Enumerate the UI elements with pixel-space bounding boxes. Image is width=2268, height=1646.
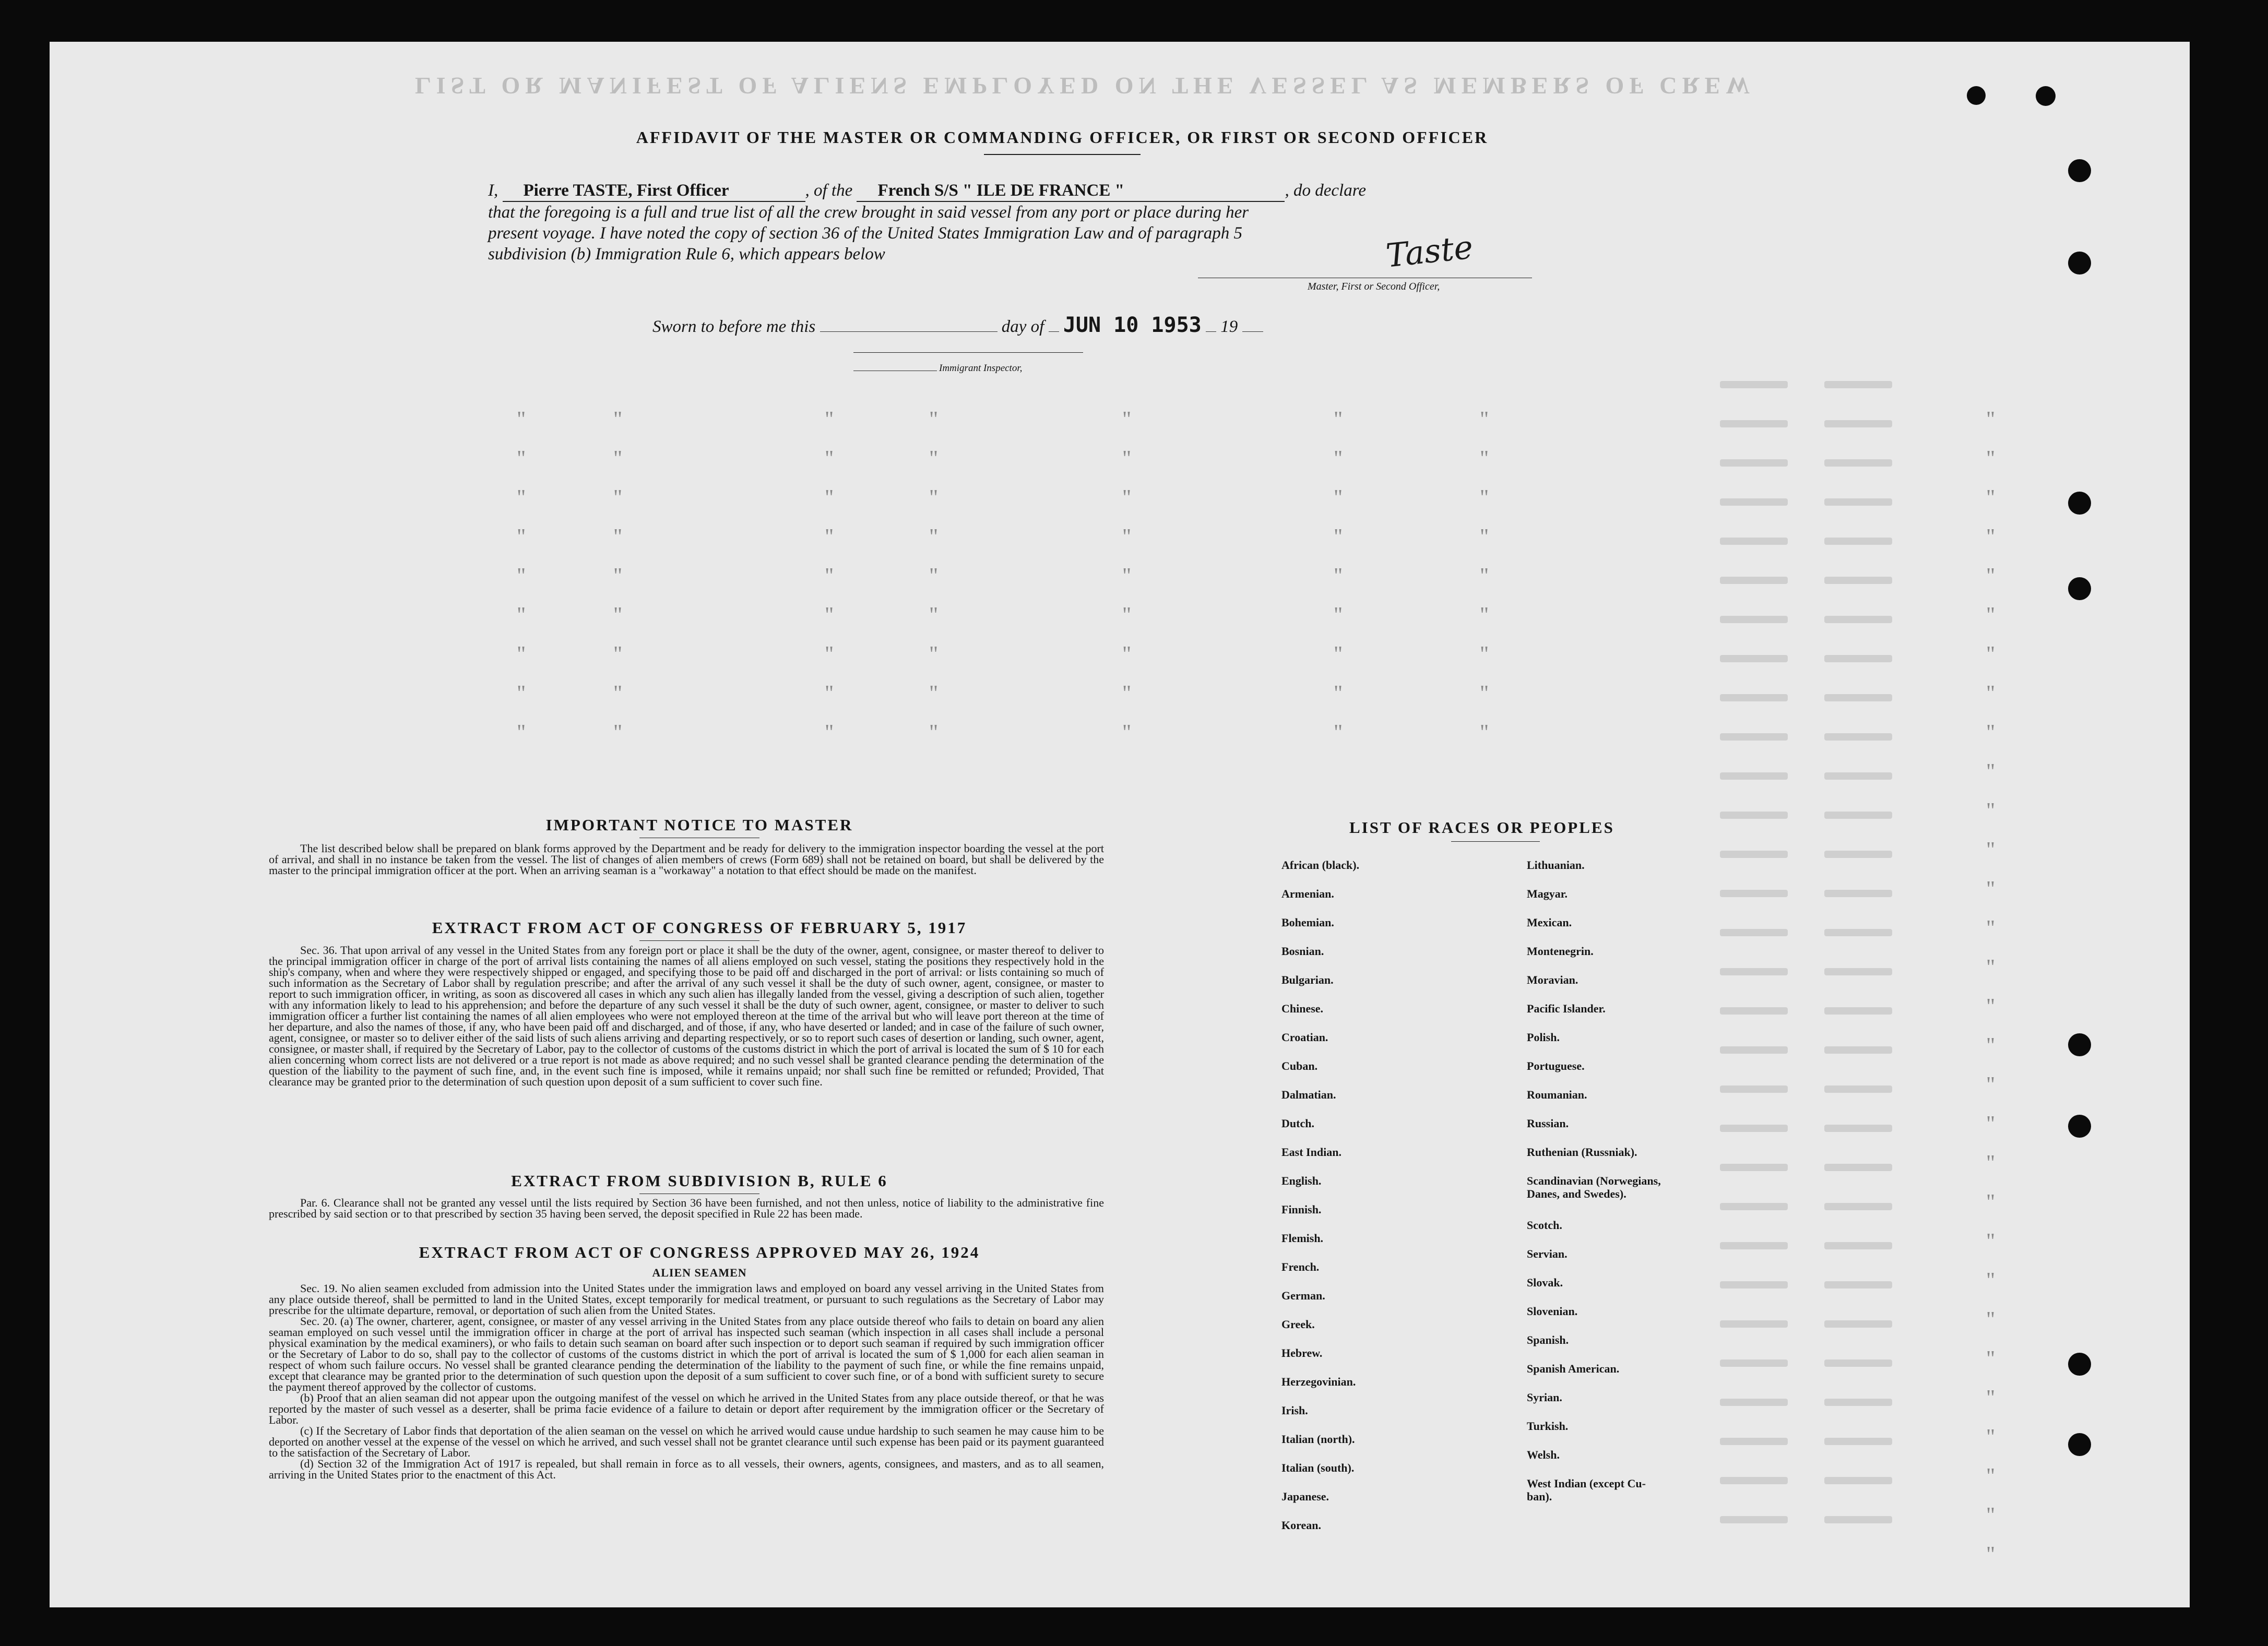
ditto-mark: " (929, 721, 939, 745)
sworn-prefix: Sworn to before me this (652, 317, 816, 336)
race-item: Syrian. (1527, 1391, 1562, 1404)
ditto-mark: " (1480, 564, 1489, 588)
race-item: Bulgarian. (1281, 973, 1334, 986)
ditto-mark: " (1122, 408, 1132, 432)
ditto-mark: " (613, 447, 623, 471)
notice-text: The list described below shall be prepared on blank forms approved by the Department and be ready for delivery to the immigration inspector boarding the vessel at the port of arrival, and shall in no instance be taken from the vessel. The list of changes of alien members of crews (Form 689) shall not be retained on board, but shall be delivered by the master to the principal immigration officer at the port. When an arriving seaman is a "workaway" a notation to that effect should be made on the manifest. (269, 842, 1104, 877)
race-item: African (black). (1281, 858, 1360, 872)
race-item: Scandinavian (Norwegians, (1527, 1174, 1661, 1187)
ditto-mark: " (1334, 603, 1343, 627)
declaration-do-declare: , do declare (1285, 181, 1366, 200)
ditto-mark: " (1986, 447, 1996, 471)
sworn-sub-rule (853, 352, 1083, 353)
race-item: Flemish. (1281, 1232, 1324, 1245)
ditto-mark: " (613, 564, 623, 588)
ditto-mark: " (517, 447, 526, 471)
rule-6-text: Par. 6. Clearance shall not be granted any vessel until the lists required by Section 36 have been furnished, and not then unless, notice of liability to the administrative fine prescribed by said section or to that prescribed by section 35 having been served, the deposit specified in Rule 22 has been made. (269, 1196, 1104, 1220)
signature-label: Master, First or Second Officer, (1308, 281, 1440, 292)
ditto-mark: " (613, 486, 623, 510)
ditto-mark: " (1334, 642, 1343, 666)
ditto-mark: " (1986, 408, 1996, 432)
ditto-mark: " (1986, 1308, 1996, 1332)
ditto-mark: " (1986, 486, 1996, 510)
binder-hole (2036, 86, 2056, 106)
race-item: Korean. (1281, 1519, 1321, 1532)
declaration-prefix: I, (488, 181, 498, 200)
ditto-mark: " (929, 447, 939, 471)
manifest-page (50, 42, 2190, 1607)
race-item: Herzegovinian. (1281, 1375, 1356, 1388)
binder-hole (2068, 252, 2091, 275)
sworn-day-of: day of (1001, 317, 1044, 336)
ditto-mark: " (517, 408, 526, 432)
act-1924-sec-20a: Sec. 20. (a) The owner, charterer, agent, consignee, or master of any vessel arriving in the United States from any place outside thereof who fails to detain on board any alien seaman employed on such vessel until the immigration officer in charge at the port of arrival has inspected such seaman (which inspection in all cases shall include a personal physical examination by the medical examiners), or who fails to detain such seaman on board after such inspection or to deport such seaman if required by such immigration officer or the Secretary of Labor to do so, shall pay to the collector of customs of the customs district in which the port of arrival is located the sum of $ 1,000 for each alien seaman in respect of whom such failure occurs. No vessel shall be granted clearance pending the determination of the liability to the payment of such fine, or while the fine remains unpaid, except that clearance may be granted prior to the determination of such question upon the deposit of a sum sufficient to cover such fine, or of a bond with sufficient surety to secure the payment thereof approved by the collector of customs. (269, 1315, 1104, 1393)
date-stamp: JUN 10 1953 (1063, 313, 1202, 337)
race-item: Slovenian. (1527, 1305, 1578, 1318)
ditto-mark: " (613, 682, 623, 706)
binder-hole (2068, 577, 2091, 600)
ditto-mark: " (825, 564, 834, 588)
ditto-mark: " (1122, 603, 1132, 627)
ditto-mark: " (1334, 525, 1343, 549)
race-item: Slovak. (1527, 1276, 1563, 1289)
bleed-through-heading: LIST OR MANIFEST OF ALIENS EMPLOYED ON THE VESSEL AS MEMBERS OF CREW (415, 73, 1755, 99)
affidavit-title: AFFIDAVIT OF THE MASTER OR COMMANDING OFFICER, OR FIRST OR SECOND OFFICER (636, 128, 1489, 147)
ditto-mark: " (825, 642, 834, 666)
ditto-mark: " (1122, 447, 1132, 471)
race-item: Magyar. (1527, 887, 1568, 900)
ditto-mark: " (1986, 956, 1996, 980)
vessel-name-field: French S/S " ILE DE FRANCE " (857, 180, 1285, 202)
race-item: Spanish American. (1527, 1362, 1620, 1375)
race-item: Armenian. (1281, 887, 1334, 900)
act-1924-sec-20b: (b) Proof that an alien seaman did not appear upon the outgoing manifest of the vessel on which he arrived in the United States from any place outside thereof, or that he was reported by the master of such vessel as a deserter, shall be prima facie evidence of a failure to detain or deport after requirement by the immigration officer or the Secretary of Labor. (269, 1391, 1104, 1426)
ditto-mark: " (517, 642, 526, 666)
ditto-mark: " (1986, 916, 1996, 940)
ditto-mark: " (825, 408, 834, 432)
ditto-mark: " (613, 525, 623, 549)
ditto-mark: " (1334, 564, 1343, 588)
ditto-mark: " (1122, 642, 1132, 666)
ditto-mark: " (825, 603, 834, 627)
race-item: West Indian (except Cu- (1527, 1477, 1646, 1490)
ditto-mark: " (1986, 1190, 1996, 1214)
ditto-mark: " (1986, 682, 1996, 706)
act-1924-sec-20c: (c) If the Secretary of Labor finds that deportation of the alien seaman on the vessel on which he arrived would cause undue hardship to such seamen he may cause him to be deported on another vessel at the expense of the vessel on which he arrived, and such vessel shall not be grantet clearance until such expense has been paid or its payment guaranteed to the satisfaction of the Secretary of Labor. (269, 1424, 1104, 1459)
ditto-mark: " (1480, 486, 1489, 510)
ditto-mark: " (1480, 721, 1489, 745)
ditto-mark: " (825, 721, 834, 745)
race-item: Ruthenian (Russniak). (1527, 1146, 1637, 1159)
ditto-mark: " (1986, 1386, 1996, 1410)
race-item: Pacific Islander. (1527, 1002, 1606, 1015)
act-1917-text: Sec. 36. That upon arrival of any vessel in the United States from any foreign port or place it shall be the duty of the owner, agent, consignee, or master thereof to deliver to the principal immigration officer in charge of the port of arrival lists containing the names of all aliens employed on such vessel, stating the positions they respectively hold in the ship's company, when and where they were respectively shipped or engaged, and specifying those to be paid off and discharged in the port of arrival: or lists containing so much of such information as the Secretary of Labor shall by regulation prescribe; and after the arrival of any such vessel it shall be the duty of such owner, agent, consignee, or master to report to such immigration officer, in writing, as soon as discovered all cases in which any such alien has illegally landed from the vessel, giving a description of such alien, together with any information likely to lead to his apprehension; and before the departure of any such vessel it shall be the duty of such owner, agent, consignee, or master to deliver to such immigration officer a further list containing the names of all alien employees who were not employed thereon at the time of the arrival but who will leave port thereon at the time of her departure, and also the names of those, if any, who have been paid off and discharged, and of those, if any, who have deserted or landed; and in case of the failure of such owner, agent, consignee, or master so to deliver either of the said lists of such aliens arriving and departing respectively, or so to report such cases of desertion or landing, such owner, agent, consignee, or master shall, if required by the Secretary of Labor, pay to the collector of customs of the customs district in which the port of arrival is located the sum of $ 10 for each alien concerning whom correct lists are not delivered or a true report is not made as above required; and no such vessel shall be granted clearance pending the determination of the question of the liability to the payment of such fine, and, in the event such fine is imposed, while it remains unpaid; nor shall such fine be remitted or refunded; Provided, That clearance may be granted prior to the determination of such question upon deposit of a sum sufficient to cover such fine. (269, 944, 1104, 1088)
races-title: LIST OF RACES OR PEOPLES (1349, 818, 1614, 837)
binder-hole (2068, 1353, 2091, 1376)
act-1917-title-rule (639, 940, 759, 941)
race-item: Montenegrin. (1527, 945, 1594, 958)
declaration-line-2: that the foregoing is a full and true list of all the crew brought in said vessel from any port or place during her (488, 203, 1249, 222)
officer-name-field: Pierre TASTE, First Officer (503, 180, 805, 202)
ditto-mark: " (1122, 525, 1132, 549)
race-item: Polish. (1527, 1031, 1560, 1044)
race-item: Italian (north). (1281, 1433, 1355, 1446)
ditto-mark: " (1986, 642, 1996, 666)
race-item: Welsh. (1527, 1448, 1560, 1461)
race-item: Irish. (1281, 1404, 1308, 1417)
ditto-mark: " (1334, 447, 1343, 471)
act-1924-sec-19: Sec. 19. No alien seamen excluded from admission into the United States under the immigration laws and employed on board any vessel arriving in the United States from any place outside thereof, shall be permitted to land in the United States, except temporarily for medical treatment, or pursuant to such regulations as the Secretary of Labor may prescribe for the ultimate departure, removal, or deportation of such alien from the United States. (269, 1282, 1104, 1317)
binder-hole (2068, 492, 2091, 515)
ditto-mark: " (1986, 877, 1996, 901)
ditto-mark: " (929, 486, 939, 510)
ditto-mark: " (1334, 721, 1343, 745)
ditto-mark: " (1986, 1034, 1996, 1058)
ditto-mark: " (1334, 682, 1343, 706)
ditto-mark: " (929, 642, 939, 666)
race-item: Scotch. (1527, 1219, 1562, 1232)
act-1917-title: EXTRACT FROM ACT OF CONGRESS OF FEBRUARY 5, 1917 (432, 919, 967, 937)
ditto-mark: " (1480, 525, 1489, 549)
ditto-mark: " (1986, 1112, 1996, 1136)
ditto-mark: " (1986, 1425, 1996, 1449)
ditto-mark: " (517, 525, 526, 549)
race-item: French. (1281, 1260, 1320, 1273)
ditto-mark: " (517, 564, 526, 588)
ditto-mark: " (1122, 682, 1132, 706)
binder-hole (2068, 1033, 2091, 1056)
declaration-line-3: present voyage. I have noted the copy of section 36 of the United States Immigration Law and of paragraph 5 (488, 224, 1243, 243)
ditto-mark: " (1986, 799, 1996, 823)
ditto-mark: " (1986, 1504, 1996, 1528)
ditto-mark: " (1122, 564, 1132, 588)
ditto-mark: " (1986, 1543, 1996, 1567)
binder-hole (2068, 1115, 2091, 1138)
ditto-mark: " (1986, 838, 1996, 862)
binder-hole (2068, 1433, 2091, 1456)
ditto-mark: " (613, 408, 623, 432)
ditto-mark: " (1986, 760, 1996, 784)
race-item: Cuban. (1281, 1059, 1318, 1072)
ditto-mark: " (825, 486, 834, 510)
race-item: English. (1281, 1174, 1322, 1187)
race-item: Moravian. (1527, 973, 1578, 986)
ditto-mark: " (1480, 408, 1489, 432)
ditto-mark: " (1986, 1230, 1996, 1254)
officer-signature: Taste (1384, 228, 1475, 275)
sworn-year: 19 (1220, 317, 1238, 336)
ditto-mark: " (1480, 642, 1489, 666)
declaration-line-4: subdivision (b) Immigration Rule 6, which appears below (488, 245, 885, 264)
ditto-mark: " (1986, 1464, 1996, 1488)
ditto-mark: " (1122, 721, 1132, 745)
race-item: Bosnian. (1281, 945, 1324, 958)
ditto-mark: " (1480, 682, 1489, 706)
act-1924-title: EXTRACT FROM ACT OF CONGRESS APPROVED MAY 26, 1924 (419, 1243, 980, 1261)
ditto-mark: " (517, 721, 526, 745)
notice-title: IMPORTANT NOTICE TO MASTER (545, 816, 853, 834)
sworn-line (652, 313, 1263, 337)
race-item: Bohemian. (1281, 916, 1334, 929)
act-1924-sec-20d: (d) Section 32 of the Immigration Act of 1917 is repealed, but shall remain in force as to all vessels, their owners, agents, consignees, and masters, and as to all seamen, arriving in the United States prior to the enactment of this Act. (269, 1457, 1104, 1481)
ditto-mark: " (1480, 603, 1489, 627)
races-title-rule (1451, 841, 1540, 842)
binder-hole (1967, 86, 1986, 105)
ditto-mark: " (825, 525, 834, 549)
ditto-mark: " (1986, 1347, 1996, 1371)
race-item: East Indian. (1281, 1146, 1341, 1159)
ditto-mark: " (613, 603, 623, 627)
ditto-mark: " (825, 682, 834, 706)
race-item: Spanish. (1527, 1333, 1569, 1346)
ditto-mark: " (1986, 995, 1996, 1019)
ditto-mark: " (517, 486, 526, 510)
ditto-mark: " (613, 721, 623, 745)
race-item: Danes, and Swedes). (1527, 1187, 1626, 1200)
race-item: Portuguese. (1527, 1059, 1585, 1072)
ditto-mark: " (929, 682, 939, 706)
race-item: Lithuanian. (1527, 858, 1585, 872)
ditto-mark: " (1986, 525, 1996, 549)
race-item: Dutch. (1281, 1117, 1314, 1130)
affidavit-title-rule (984, 154, 1141, 155)
race-item: Russian. (1527, 1117, 1569, 1130)
race-item: Mexican. (1527, 916, 1572, 929)
ditto-mark: " (825, 447, 834, 471)
race-item: Italian (south). (1281, 1461, 1355, 1474)
ditto-mark: " (1986, 1073, 1996, 1097)
race-item: Greek. (1281, 1318, 1315, 1331)
race-item: Turkish. (1527, 1420, 1569, 1433)
declaration-of-the: , of the (805, 181, 853, 200)
race-item: ban). (1527, 1490, 1552, 1503)
ditto-mark: " (929, 525, 939, 549)
ditto-mark: " (1986, 603, 1996, 627)
ditto-mark: " (1986, 1269, 1996, 1293)
rule-6-title: EXTRACT FROM SUBDIVISION B, RULE 6 (511, 1172, 888, 1190)
ditto-mark: " (517, 603, 526, 627)
binder-hole (2068, 159, 2091, 182)
ditto-mark: " (1122, 486, 1132, 510)
inspector-line (853, 363, 1022, 374)
race-item: Croatian. (1281, 1031, 1328, 1044)
ditto-mark: " (517, 682, 526, 706)
ditto-mark: " (929, 564, 939, 588)
ditto-mark: " (929, 408, 939, 432)
race-item: Roumanian. (1527, 1088, 1587, 1101)
ditto-mark: " (1986, 1151, 1996, 1175)
ditto-mark: " (1986, 564, 1996, 588)
ditto-mark: " (1986, 721, 1996, 745)
race-item: German. (1281, 1289, 1325, 1302)
act-1924-text (269, 1283, 1104, 1480)
ditto-mark: " (929, 603, 939, 627)
race-item: Chinese. (1281, 1002, 1324, 1015)
inspector-label: Immigrant Inspector, (939, 363, 1023, 374)
race-item: Dalmatian. (1281, 1088, 1336, 1101)
act-1924-subtitle: ALIEN SEAMEN (652, 1266, 747, 1279)
race-item: Finnish. (1281, 1203, 1322, 1216)
ditto-mark: " (1334, 408, 1343, 432)
ditto-mark: " (613, 642, 623, 666)
race-item: Servian. (1527, 1247, 1568, 1260)
ditto-mark: " (1334, 486, 1343, 510)
race-item: Japanese. (1281, 1490, 1329, 1503)
race-item: Hebrew. (1281, 1346, 1323, 1359)
ditto-mark: " (1480, 447, 1489, 471)
